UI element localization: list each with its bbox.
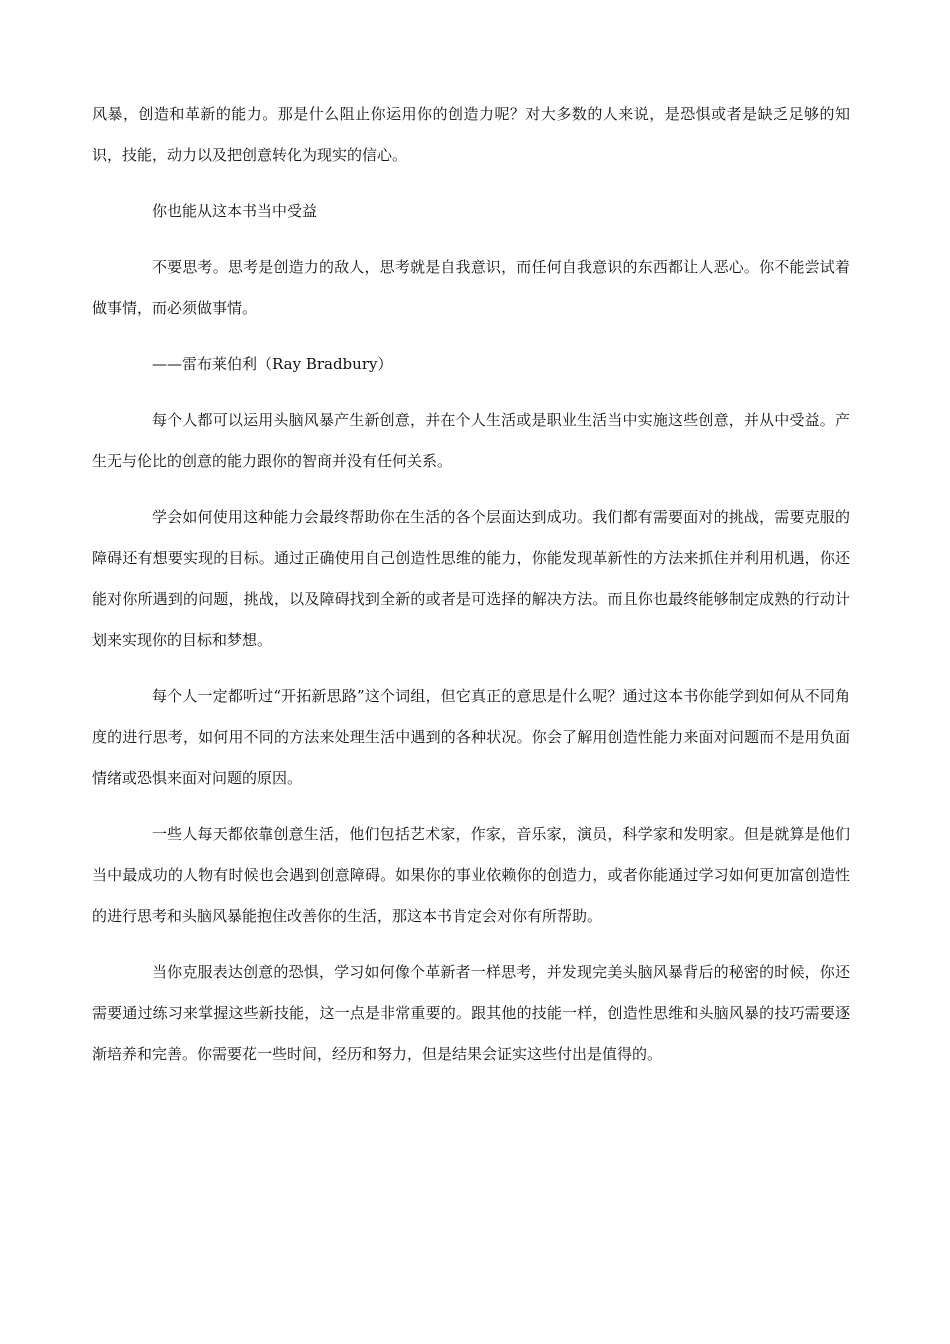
paragraph-continuation: 风暴，创造和革新的能力。那是什么阻止你运用你的创造力呢？对大多数的人来说，是恐惧或者是缺乏足够的知识，技能，动力以及把创意转化为现实的信心。 bbox=[92, 105, 850, 164]
body-paragraph: 每个人一定都听过“开拓新思路”这个词组，但它真正的意思是什么呢？通过这本书你能学到如何从不同角度的进行思考，如何用不同的方法来处理生活中遇到的各种状况。你会了解用创造性能力来面对问题而不是用负面情绪或恐惧来面对问题的原因。 bbox=[92, 687, 850, 787]
body-paragraph: 学会如何使用这种能力会最终帮助你在生活的各个层面达到成功。我们都有需要面对的挑战，需要克服的障碍还有想要实现的目标。通过正确使用自己创造性思维的能力，你能发现革新性的方法来抓住并利用机遇，你还能对你所遇到的问题，挑战，以及障碍找到全新的或者是可选择的解决方法。而且你也最终能够制定成熟的行动计划来实现你的目标和梦想。 bbox=[92, 508, 850, 649]
body-paragraph: 每个人都可以运用头脑风暴产生新创意，并在个人生活或是职业生活当中实施这些创意，并从中受益。产生无与伦比的创意的能力跟你的智商并没有任何关系。 bbox=[92, 411, 850, 470]
body-paragraph: 一些人每天都依靠创意生活，他们包括艺术家，作家，音乐家，演员，科学家和发明家。但是就算是他们当中最成功的人物有时候也会遇到创意障碍。如果你的事业依赖你的创造力，或者你能通过学习如何更加富创造性的进行思考和头脑风暴能抱住改善你的生活，那这本书肯定会对你有所帮助。 bbox=[92, 825, 850, 925]
body-paragraph: 当你克服表达创意的恐惧，学习如何像个革新者一样思考，并发现完美头脑风暴背后的秘密的时候，你还需要通过练习来掌握这些新技能，这一点是非常重要的。跟其他的技能一样，创造性思维和头脑风暴的技巧需要逐渐培养和完善。你需要花一些时间，经历和努力，但是结果会证实这些付出是值得的。 bbox=[92, 963, 850, 1063]
quote-attribution: ——雷布莱伯利（Ray Bradbury） bbox=[152, 355, 393, 373]
quote-paragraph: 不要思考。思考是创造力的敌人，思考就是自我意识，而任何自我意识的东西都让人恶心。你不能尝试着做事情，而必须做事情。 bbox=[92, 258, 850, 317]
section-heading: 你也能从这本书当中受益 bbox=[152, 202, 318, 220]
